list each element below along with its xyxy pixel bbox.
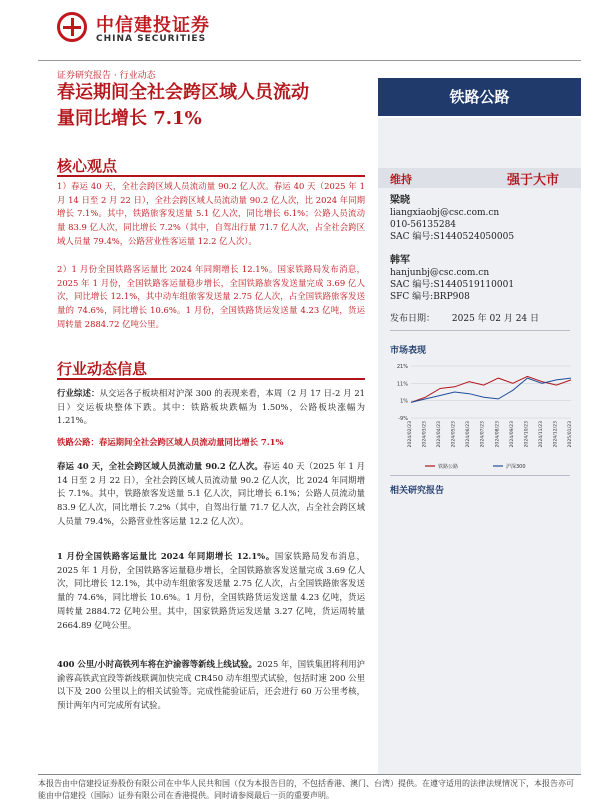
x-tick-label: 2025/01/23	[568, 421, 573, 448]
analyst-email: liangxiaobj@csc.com.cn	[390, 208, 500, 218]
rating-label: 维持	[390, 173, 412, 186]
x-tick-label: 2024/10/23	[524, 421, 530, 448]
report-title	[57, 80, 387, 132]
x-tick-label: 2024/04/23	[437, 421, 443, 448]
core-point-2: 2）1 月份全国铁路客运量比 2024 年同期增长 12.1%。国家铁路局发布消息，2025 年 1 月份，全国铁路客运量稳步增长，全国铁路旅客发送量完成 3.69 亿人次，同比增长 12.1%，其中动车组旅客发送量 2.75 亿人次，占全国铁路旅客发送量的 74.6%，同比增长 10.6%。1 月份，全国铁路货运发送量 4.23 亿吨，货运周转量 2884.72 亿吨公里。	[57, 264, 365, 329]
x-tick-label: 2024/02/23	[408, 421, 413, 448]
news-paragraph-2	[57, 550, 365, 632]
header-divider	[38, 60, 581, 61]
logo-chinese-name: 中信建投证券	[96, 15, 210, 36]
news-paragraph-1	[57, 460, 365, 529]
publish-date-value: 2025 年 02 月 24 日	[451, 314, 540, 324]
industry-overview	[57, 387, 365, 428]
legend-label: 铁路公路	[438, 464, 459, 470]
analyst-cert: SAC 编号:S1440519110001	[390, 280, 515, 290]
analyst-name: 韩军	[390, 255, 410, 266]
breadcrumb: 证券研究报告 · 行业动态	[57, 71, 156, 81]
core-views-title: 核心观点	[57, 157, 118, 175]
sector-banner: 铁路公路	[378, 78, 581, 116]
analyst-cert-sfc: SFC 编号:BRP908	[390, 292, 470, 302]
sidebar-divider	[390, 475, 570, 476]
x-tick-label: 2024/09/23	[509, 421, 515, 448]
market-performance-chart	[385, 360, 575, 472]
publish-date	[390, 313, 539, 325]
x-tick-label: 2024/06/23	[466, 421, 472, 448]
related-reports-title: 相关研究报告	[390, 486, 445, 496]
industry-news-title: 行业动态信息	[57, 360, 148, 378]
y-tick-label: 1%	[400, 398, 408, 405]
paragraph-lead: 春运 40 天，全社会跨区域人员流动量 90.2 亿人次。	[57, 461, 263, 471]
y-tick-label: -9%	[398, 416, 408, 422]
section-rule	[57, 175, 365, 177]
analyst-email: hanjunbj@csc.com.cn	[390, 268, 490, 278]
publish-date-label: 发布日期：	[390, 314, 436, 324]
paragraph-text: 春运 40 天（2025 年 1 月 14 日至 2 月 22 日），全社会跨区域人员流动量 90.2 亿人次，比 2024 年同期增长 7.1%。其中，铁路旅客发送量 5.1 亿人次，同比增长 6.1%；公路人员流动量 83.9 亿人次，同比增长 7.2%（其中，自驾出行量 71.7 亿人次，占全社会跨区域人员量 79.4%，公路营业性客运量 12.2 亿人次）。	[57, 461, 365, 526]
analyst-name: 梁晓	[390, 195, 410, 206]
market-performance-title: 市场表现	[390, 346, 427, 356]
x-tick-label: 2024/05/23	[451, 421, 457, 448]
overview-text: 从交运各子板块相对沪深 300 的表现来看，本周（2 月 17 日-2 月 21 日）交运板块整体下跌。其中：铁路板块跌幅为 1.50%，公路板块涨幅为 1.21%。	[57, 388, 366, 426]
x-tick-label: 2024/08/23	[495, 421, 501, 448]
x-tick-label: 2024/03/23	[422, 421, 428, 448]
analyst-cert: SAC 编号:S1440524050005	[390, 232, 515, 242]
sidebar-divider	[390, 330, 570, 331]
paragraph-lead: 1 月份全国铁路客运量比 2024 年同期增长 12.1%。	[57, 551, 275, 561]
news-paragraph-3	[57, 658, 365, 713]
x-tick-label: 2024/12/23	[553, 421, 559, 448]
paragraph-lead: 400 公里/小时高铁列车将在沪渝蓉等新线上线试验。	[57, 659, 257, 669]
section-rule	[57, 378, 365, 380]
title-line-1: 春运期间全社会跨区域人员流动	[57, 82, 309, 103]
paragraph-text: 2025 年，国铁集团将利用沪渝蓉高铁武宜段等新线联调加快完成 CR450 动车组型式试验，包括时速 200 公里以下及 200 公里以上的相关试验等。完成性能验证后，还会进行 60 万公里考核，预计两年内可完成所有试验。	[57, 659, 365, 711]
analyst-phone: 010-56135284	[390, 220, 457, 230]
analyst-1	[390, 195, 570, 243]
logo-english-name: CHINA SECURITIES	[96, 34, 207, 44]
paragraph-text: 国家铁路局发布消息，2025 年 1 月份，全国铁路客运量稳步增长，全国铁路旅客发送量完成 3.69 亿人次，同比增长 12.1%，其中动车组旅客发送量 2.75 亿人次，占全国铁路旅客发送量的 74.6%，同比增长 10.6%。1 月份，全国铁路货运发送量 4.23 亿吨，货运周转量 2884.72 亿吨公里。其中，国家铁路货运发送量 3.27 亿吨，货运周转量 2664.89 亿吨公里。	[57, 551, 365, 630]
footer-divider	[38, 774, 581, 775]
core-point-1: 1）春运 40 天，全社会跨区域人员流动量 90.2 亿人次。春运 40 天（2025 年 1 月 14 日至 2 月 22 日），全社会跨区域人员流动量 90.2 亿人次，比 2024 年同期增长 7.1%。其中，铁路旅客发送量 5.1 亿人次，同比增长 6.1%；公路人员流动量 83.9 亿人次，同比增长 7.2%（其中，自驾出行量 71.7 亿人次，占全社会跨区域人员量 79.4%，公路营业性客运量 12.2 亿人次）。	[57, 181, 365, 246]
rail-road-heading: 铁路公路：春运期间全社会跨区域人员流动量同比增长 7.1%	[57, 437, 284, 447]
y-tick-label: 11%	[396, 381, 408, 388]
x-tick-label: 2024/11/23	[538, 421, 544, 448]
footer-disclaimer: 本报告由中信建投证券股份有限公司在中华人民共和国（仅为本报告目的，不包括香港、澳门、台湾）提供。在遵守适用的法律法规情况下，本报告亦可能由中信建投（国际）证券有限公司在香港提供。同时请参阅最后一页的重要声明。	[38, 779, 574, 800]
y-tick-label: 21%	[396, 364, 408, 370]
overview-lead: 行业综述：	[57, 388, 100, 398]
legend-label: 沪深300	[506, 464, 526, 470]
analyst-2	[390, 255, 570, 303]
x-tick-label: 2024/07/23	[480, 421, 486, 448]
rating-value: 强于大市	[507, 173, 560, 188]
company-logo-icon	[57, 12, 87, 42]
title-line-2: 量同比增长 7.1%	[57, 108, 202, 129]
